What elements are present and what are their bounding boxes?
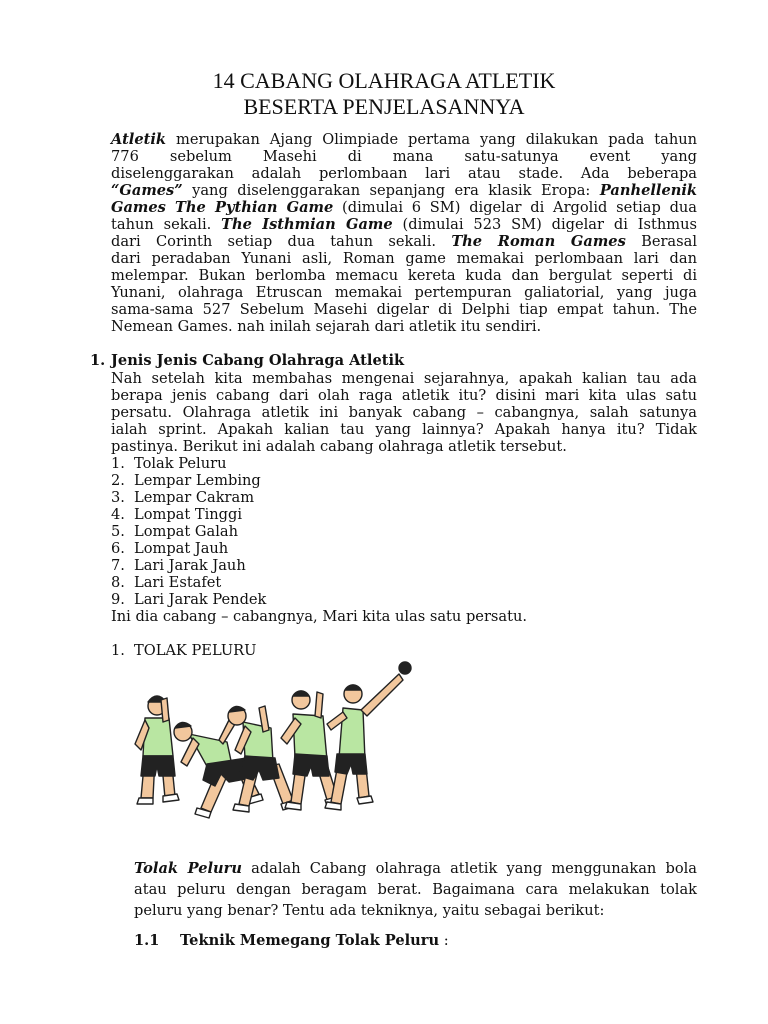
tolak-peluru-paragraph: Tolak Peluru adalah Cabang olahraga atletik yang menggunakan bola [134,860,697,877]
intro-term: Atletik [111,131,167,148]
list-item: 6. Lompat Jauh [111,540,229,557]
document-title-line-1: 14 CABANG OLAHRAGA ATLETIK [212,68,556,93]
list-item: 2. Lempar Lembing [111,472,261,489]
subsection-1-heading: TOLAK PELURU [134,642,257,659]
list-item: 3. Lempar Cakram [111,489,255,506]
athlete-figure-1 [135,696,179,804]
document-title-line-2: BESERTA PENJELASANNYA [243,94,525,119]
subsection-1-1-heading: Teknik Memegang Tolak Peluru : [180,932,449,949]
list-item: 9. Lari Jarak Pendek [111,591,267,608]
athlete-figure-5 [325,674,403,810]
section-1-number: 1. [90,352,106,369]
shot-put-ball [399,662,411,674]
tolak-peluru-paragraph-cont: atau peluru dengan beragam berat. Bagaimana cara melakukan tolak peluru yang benar? Tentu ada tekniknya, yaitu sebagai berikut: [134,881,697,919]
subsection-1-1-number: 1.1 [134,932,160,949]
section-1-paragraph: Nah setelah kita membahas mengenai sejarahnya, apakah kalian tau ada berapa jenis cabang dari olah raga atletik itu? disini mari kita ulas satu persatu. Olahraga atletik ini banyak cabang – cabangnya, salah satunya ialah sprint. Apakah kalian tau yang lainnya? Apakah hanya itu? Tidak pastinya. Berikut ini adalah cabang olahraga atletik tersebut. [111,370,697,455]
shot-put-illustration [131,658,421,830]
list-closing-text: Ini dia cabang – cabangnya, Mari kita ulas satu persatu. [111,608,528,625]
list-item: 5. Lompat Galah [111,523,238,540]
athletics-branch-list [111,455,527,625]
list-item: 8. Lari Estafet [111,574,222,591]
list-item: 1. Tolak Peluru [111,455,227,472]
list-item: 7. Lari Jarak Jauh [111,557,246,574]
list-item: 4. Lompat Tinggi [111,506,243,523]
tolak-peluru-term: Tolak Peluru [134,860,242,877]
section-1-heading: Jenis Jenis Cabang Olahraga Atletik [111,352,405,369]
subsection-1-number: 1. [111,642,125,659]
intro-paragraph: Atletik merupakan Ajang Olimpiade pertama yang dilakukan pada tahun 776 sebelum Masehi di mana satu-satunya event yang diselenggarakan adalah perlombaan lari atau stade. Ada beberapa “Games” yang diselenggarakan sepanjang era klasik Eropa: Panhellenik Games The Pythian Game (dimulai 6 SM) digelar di Argolid setiap dua tahun sekali. The Isthmian Game (dimulai 523 SM) digelar di Isthmus dari Corinth setiap dua tahun sekali. The Roman Games Berasal dari peradaban Yunani asli, Roman game memakai perlombaan lari dan melempar. Bukan berlomba memacu kereta kuda dan bergulat seperti di Yunani, olahraga Etruscan memakai pertempuran galiatorial, yang juga sama-sama 527 Sebelum Masehi digelar di Delphi tiap empat tahun. The Nemean Games. nah inilah sejarah dari atletik itu sendiri. [111,131,698,335]
